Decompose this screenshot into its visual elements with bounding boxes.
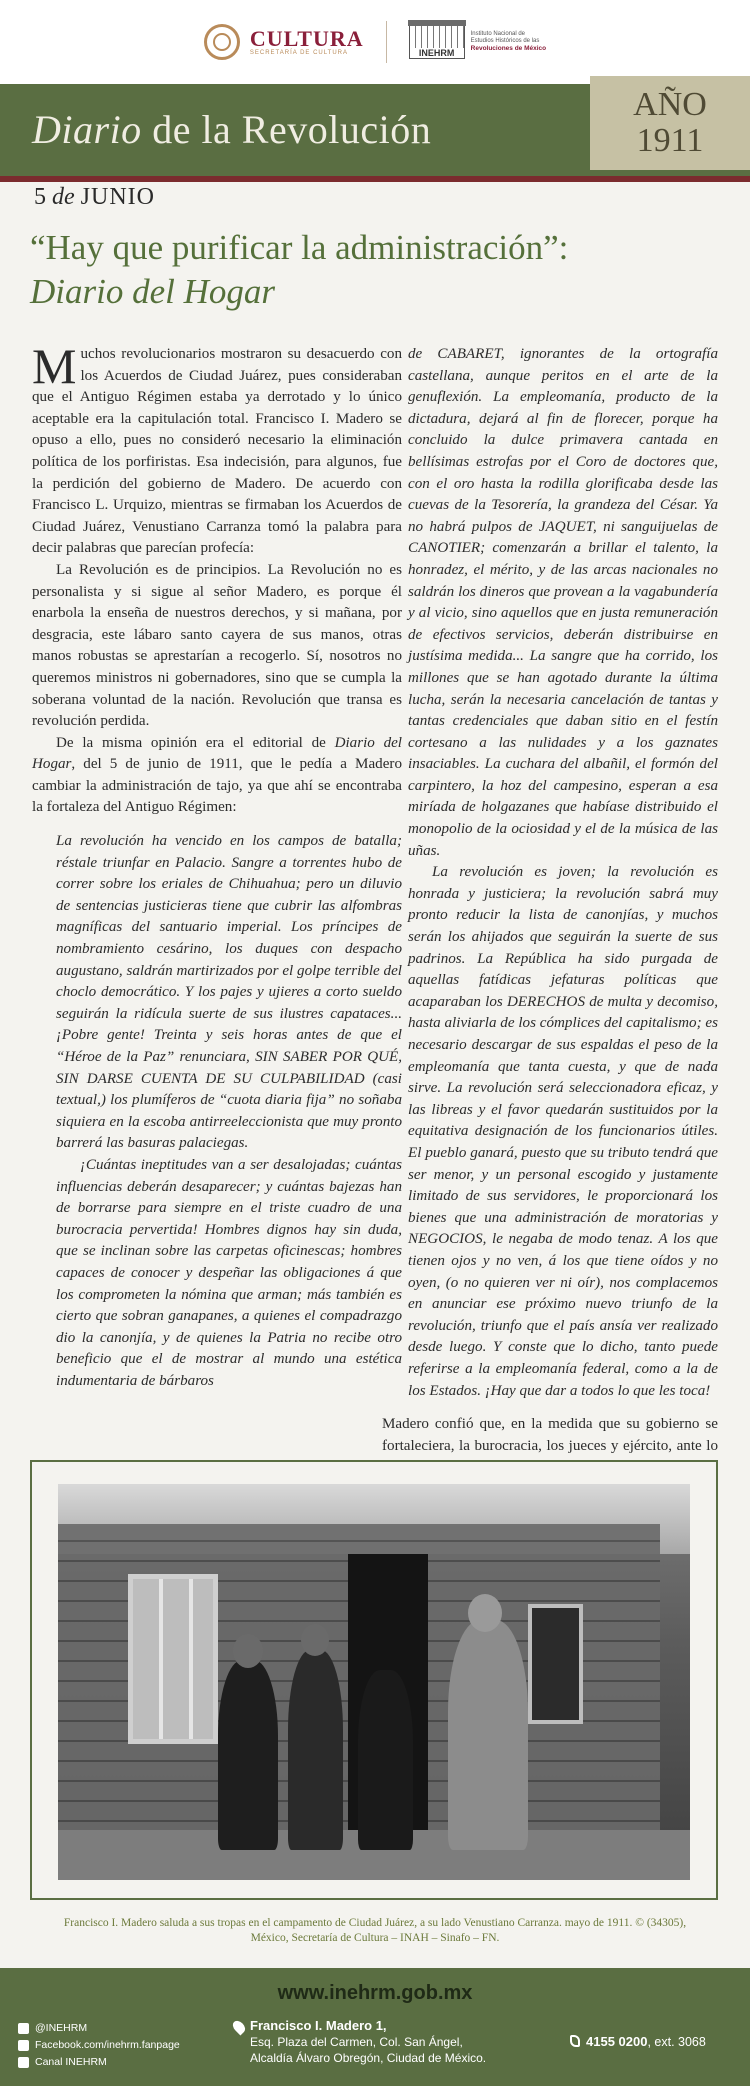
banner-title-italic: Diario <box>32 107 142 152</box>
youtube-icon <box>18 2057 29 2068</box>
inehrm-desc-3: Revoluciones de México <box>470 45 547 52</box>
article-column-left <box>32 338 403 1393</box>
editorial-quote-2: ¡Cuántas ineptitudes van a ser desalojadas; cuántas influencias deberán desaparecer; y cuántas bajezas han de borrarse para siempre en el triste cuadro de una burocracia pervertida! Hombres dignos hay sin duda, que se inclinan sobre las carpetas oficinescas; hombres capaces de conocer y despeñar las obligaciones á que los comprometen la nómina que arman; más también es cierto que sobran ganapanes, a quienes el compadrazgo dio la canonjía, y de quienes la Patria no recibe otro beneficio que el de mostrar al mundo una estética indumentaria de bárbaros <box>56 1156 402 1389</box>
website-link[interactable]: www.inehrm.gob.mx <box>277 1982 473 2004</box>
cultura-logo[interactable] <box>204 24 364 60</box>
historic-photo[interactable] <box>58 1484 690 1880</box>
youtube-channel: Canal INEHRM <box>35 2056 107 2068</box>
paragraph-editorial <box>32 733 402 819</box>
address-block <box>250 2018 486 2066</box>
editorial-text-a: De la misma opinión era el editorial de <box>56 734 335 751</box>
photo-figure-head <box>301 1624 329 1656</box>
inehrm-desc-1: Instituto Nacional de <box>470 31 526 37</box>
headline-line1: “Hay que purificar la administración”: <box>30 228 569 267</box>
photo-frame <box>30 1460 718 1900</box>
phone-icon <box>570 2035 580 2047</box>
dropcap: M <box>32 338 77 394</box>
address-line-3: Alcaldía Álvaro Obregón, Ciudad de México. <box>250 2051 487 2065</box>
facebook-url: Facebook.com/inehrm.fanpage <box>35 2039 180 2051</box>
carranza-quote: La Revolución es de principios. La Revolución no es personalista y si sigue al señor Madero, es porque él enarbola la enseña de nuestros derechos, y si mañana, por desgracia, este lábaro santo cayera de sus manos, otras manos robustas se aprestarían a recogerlo. Sí, nosotros no queremos ministros ni gobernadores, sino que se cumpla la soberana voluntad de la nación. Revolución que transa es revolución perdida. <box>32 561 402 730</box>
address-name: Francisco I. Madero 1, <box>250 2018 387 2033</box>
building-icon <box>409 25 465 59</box>
twitter-handle: @INEHRM <box>35 2022 88 2034</box>
date-day: 5 <box>34 184 46 210</box>
inehrm-logo[interactable] <box>409 25 547 59</box>
banner-title <box>32 106 431 153</box>
logo-divider <box>386 21 387 63</box>
youtube-link[interactable] <box>18 2054 180 2071</box>
article-date <box>34 184 155 211</box>
twitter-icon <box>18 2023 29 2034</box>
phone-ext: , ext. 3068 <box>647 2035 706 2049</box>
article-column-right <box>382 344 718 1522</box>
editorial-quote-2-cont: de CABARET, ignorantes de la ortografía castellana, aunque peritos en el arte de la genuflexión. La empleomanía, producto de la dictadura, dejará al fin de florecer, porque ha concluido la dulce primavera cantada en bellísimas estrofas por el Coro de doctores que, con el oro hasta la rodilla glorificaba desde las cuevas de la Tesorería, la grandeza del César. Ya no habrá pulpos de JAQUET, ni sanguijuelas de CANOTIER; comenzarán a brillar el talento, la honradez, el mérito, y de las arcas nacionales no saldrán los dineros que provean a la vagabundería y al vicio, sino aquellos que en justa remuneración de efectivos servicios, deberán distribuirse en justísima medida... La sangre que ha corrido, los millones que se han agotado durante la última lucha, serán la necesaria cancelación de tantas y tantas credenciales que daban sitio en el festín cortesano a las nulidades y a los gaznates insaciables. La cuchara del albañil, el formón del carpintero, la hoz del campesino, esperan a esa miríada de holgazanes que habíase distribuido el monopolio de la ociosidad y el de la música de las uñas. <box>408 346 718 859</box>
caption-line-1: Francisco I. Madero saluda a sus tropas en el campamento de Ciudad Juárez, a su lado Venustiano Carranza. mayo de 1911. © (34305), <box>63 1917 687 1929</box>
caption-line-2: México, Secretaría de Cultura – INAH – Sinafo – FN. <box>250 1932 500 1944</box>
year-box <box>590 76 750 170</box>
article-headline <box>30 226 720 314</box>
photo-window <box>128 1574 218 1744</box>
year-value: 1911 <box>636 122 704 159</box>
logo-bar <box>0 0 750 84</box>
photo-window-right <box>528 1604 583 1724</box>
facebook-link[interactable] <box>18 2037 180 2054</box>
editorial-quote-3: La revolución es joven; la revolución es honrada y justiciera; la revolución sabrá muy pronto reducir la lista de canonjías, y muchos serán los ahijados que seguirán la suerte de sus padrinos. La República ha sido purgada de aquellas fatídicas jefaturas políticas que acaparaban los DERECHOS de multa y decomiso, hasta aliviarla de los cómplices del capitalismo; es necesario descargar de sus espaldas el peso de la empleomanía que tanta cuesta, y que de nada sirve. La revolución será seleccionadora eficaz, y las libreas y el favor quedarán sustituidos por la equitativa designación de los funcionarios útiles. El pueblo ganará, puesto que su tributo tendrá que ser menor, y un personal escogido y justamente limitado de sus servidores, le proporcionará los bienes que una administración de moratorias y NEGOCIOS, le negaba de modo tenaz. A los que tienen ojos y no ven, á los que tiene oídos y no oyen, (o no quieren ver ni oír), nos complacemos en anunciar ese próximo nuevo triunfo de la revolución, triunfo que el país ansía ver realizado desde luego. Y conste que lo dicho, tanto puede referirse a la empleomanía federal, como a la de los Estados. ¡Hay que dar a todos lo que les toca! <box>408 864 718 1399</box>
year-label: AÑO <box>633 86 707 123</box>
editorial-quote-1: La revolución ha vencido en los campos de batalla; réstale triunfar en Palacio. Sangre a torrentes hubo de correr sobre los eriales de Chihuahua; pero un diluvio de sentencias justicieras tiene que cubrir las alfombras magníficas del santuario imperial. Los príncipes de nombramiento cesárino, los duques con despacho augustano, saldrán martirizados por el golpe terrible del choclo democrático. Y los pajes y ujieres a corto sueldo seguirán la ridícula suerte de sus ilustres capataces... ¡Pobre gente! Treinta y seis horas antes de que el “Héroe de la Paz” renunciara, SIN SABER POR QUÉ, SIN DARSE CUENTA DE SU CULPABILIDAD (casi textual,) los plumíferos de “cuota diaria fija” no soñaba siquiera en la escoba antirreeleccionista que muy pronto barrerá las basuras palaciegas. <box>56 833 402 1152</box>
photo-figure <box>358 1670 413 1850</box>
editorial-newspaper: Diario del Hogar <box>32 734 403 773</box>
editorial-text-b: , del 5 de junio de 1911, que le pedía a Madero cambiar la administración de tajo, ya que ahí se encontraba la fortaleza del Antiguo Régimen: <box>32 756 402 816</box>
photo-caption <box>36 1916 714 1946</box>
footer <box>0 1968 750 2086</box>
phone-block[interactable] <box>570 2034 706 2049</box>
banner-title-rest: de la Revolución <box>141 107 432 152</box>
photo-figure <box>288 1650 343 1850</box>
date-de: de <box>52 184 75 210</box>
date-month: JUNIO <box>80 184 155 210</box>
location-pin-icon <box>231 2019 248 2036</box>
phone-main: 4155 0200 <box>586 2034 648 2049</box>
social-links <box>18 2020 180 2071</box>
mexico-seal-icon <box>204 24 240 60</box>
headline-line2: Diario del Hogar <box>30 272 275 311</box>
facebook-icon <box>18 2040 29 2051</box>
address-line-2: Esq. Plaza del Carmen, Col. San Ángel, <box>250 2035 463 2049</box>
paragraph-intro-text: uchos revolucionarios mostraron su desacuerdo con los Acuerdos de Ciudad Juárez, pues consideraban que el Antiguo Régimen estaba ya derrotado y lo único aceptable era la capitulación total. Francisco I. Madero se opuso a ello, pues no consideró necesario la eliminación política de los porfiristas. Esa indecisión, para algunos, fue la perdición del gobierno de Madero. De acuerdo con Francisco L. Urquizo, mientras se firmaban los Acuerdos de Ciudad Juárez, Venustiano Carranza tomó la palabra para decir palabras que parecían profecía: <box>32 346 402 557</box>
inehrm-desc-2: Estudios Históricos de las <box>470 38 540 44</box>
diario-banner <box>0 84 750 176</box>
photo-figure-head <box>233 1634 263 1668</box>
photo-figure-madero <box>448 1620 528 1850</box>
cultura-sub: SECRETARÍA DE CULTURA <box>249 50 348 56</box>
cultura-name: CULTURA <box>249 26 364 51</box>
paragraph-intro <box>32 338 402 560</box>
inehrm-label: INEHRM <box>410 48 464 58</box>
photo-figure-head <box>468 1594 502 1632</box>
banner-divider <box>0 176 750 182</box>
paragraph-conclusion: Madero confió que, en la medida que su gobierno se fortaleciera, la burocracia, los jueces y ejército, ante lo <box>382 1416 718 1454</box>
photo-figure <box>218 1660 278 1850</box>
twitter-link[interactable] <box>18 2020 180 2037</box>
